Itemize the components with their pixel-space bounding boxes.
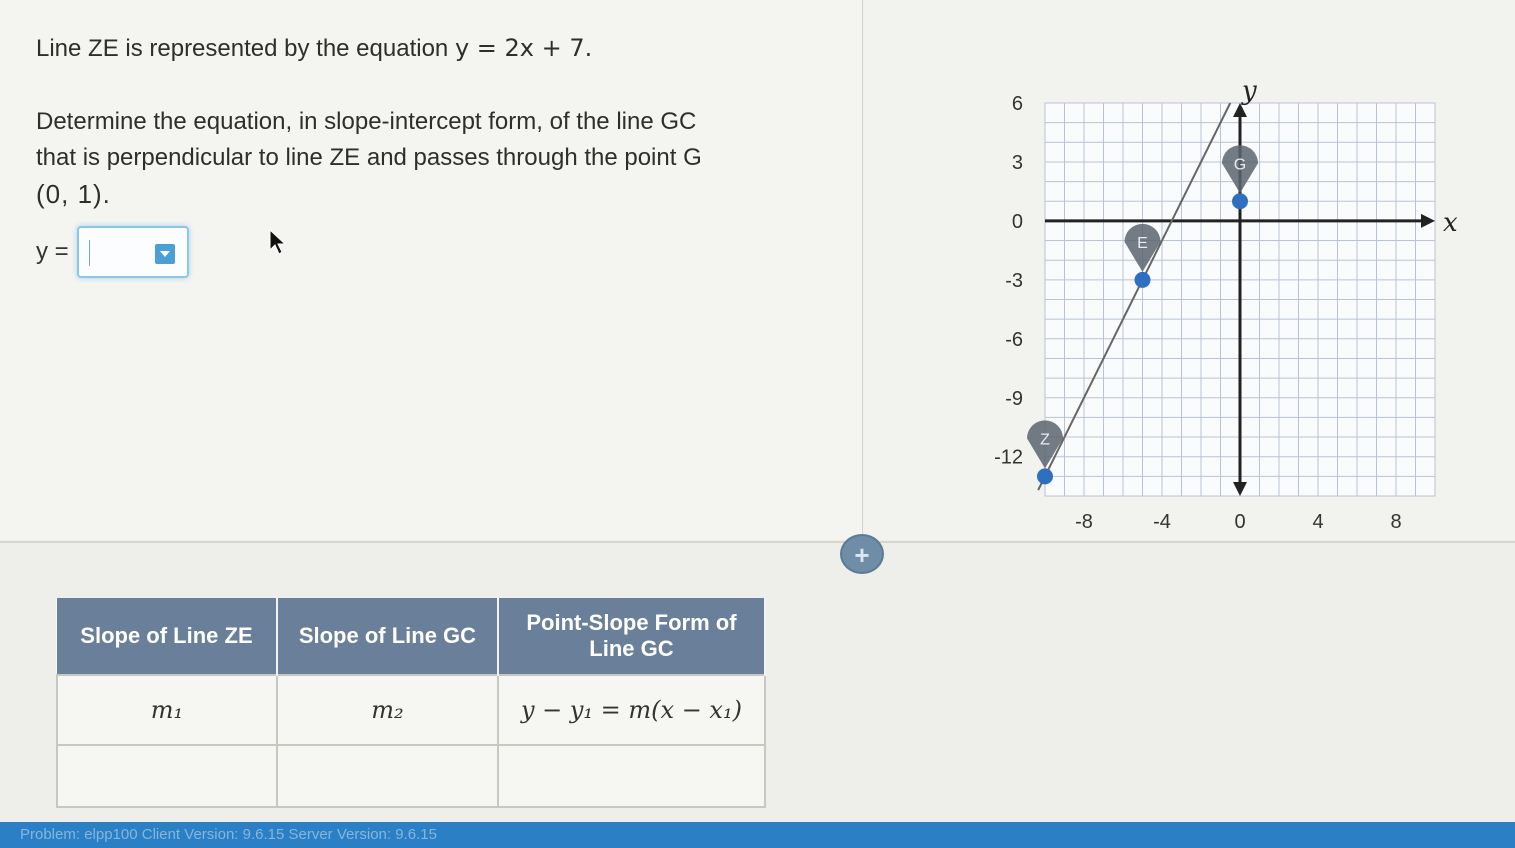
math-palette-dropdown-icon[interactable] <box>155 244 175 264</box>
mouse-pointer-icon <box>268 228 288 256</box>
y-tick-label: 0 <box>1011 210 1023 233</box>
x-tick-label: -8 <box>1075 511 1093 533</box>
problem-statement <box>36 34 592 63</box>
point-coordinates: (0, 1). <box>36 179 111 209</box>
empty-cell <box>57 745 277 807</box>
point-dot <box>1037 468 1053 484</box>
coordinate-graph[interactable] <box>975 78 1460 538</box>
text-caret <box>89 240 90 266</box>
x-axis-label: x <box>1443 207 1458 238</box>
given-equation: y = 2x + 7. <box>454 34 593 62</box>
x-tick-label: 0 <box>1234 511 1246 533</box>
table-row <box>57 675 765 745</box>
y-tick-label: -9 <box>1005 387 1023 410</box>
header-point-slope: Point-Slope Form of Line GC <box>498 598 765 675</box>
version-info: Problem: elpp100 Client Version: 9.6.15 Server Version: 9.6.15 <box>20 826 437 843</box>
point-label: G <box>1233 156 1247 174</box>
footer-bar <box>0 822 1515 848</box>
empty-cell <box>498 745 765 807</box>
y-tick-label: 6 <box>1011 93 1023 115</box>
prompt-line-1: Determine the equation, in slope-intercept form, of the line GC <box>36 108 697 135</box>
point-dot <box>1232 193 1248 209</box>
answer-input[interactable] <box>77 226 189 278</box>
point-dot <box>1135 272 1151 288</box>
empty-cell <box>277 745 498 807</box>
x-tick-label: -4 <box>1153 511 1171 533</box>
x-tick-label: 8 <box>1390 511 1402 533</box>
table-row-empty <box>57 745 765 807</box>
x-tick-label: 4 <box>1312 511 1324 533</box>
add-circle-icon[interactable] <box>840 534 884 574</box>
y-tick-label: -12 <box>994 446 1023 469</box>
question-prompt <box>36 104 796 212</box>
prompt-line-2: that is perpendicular to line ZE and passes through the point G <box>36 144 702 171</box>
y-axis-label: y <box>1242 78 1257 106</box>
answer-label: y = <box>36 238 69 265</box>
header-slope-gc: Slope of Line GC <box>277 598 498 675</box>
cell-m2: m₂ <box>277 675 498 745</box>
answer-row <box>36 222 189 282</box>
header-slope-ze: Slope of Line ZE <box>57 598 277 675</box>
formula-table <box>56 598 766 808</box>
statement-text: Line ZE is represented by the equation <box>36 35 455 62</box>
point-label: E <box>1137 234 1148 252</box>
y-tick-label: 3 <box>1011 151 1023 174</box>
y-tick-label: -6 <box>1005 328 1023 351</box>
cell-m1: m₁ <box>57 675 277 745</box>
y-tick-label: -3 <box>1005 269 1023 292</box>
point-label: Z <box>1040 431 1050 449</box>
section-divider <box>0 541 1515 543</box>
cell-point-slope-formula: y − y₁ = m(x − x₁) <box>498 675 765 745</box>
